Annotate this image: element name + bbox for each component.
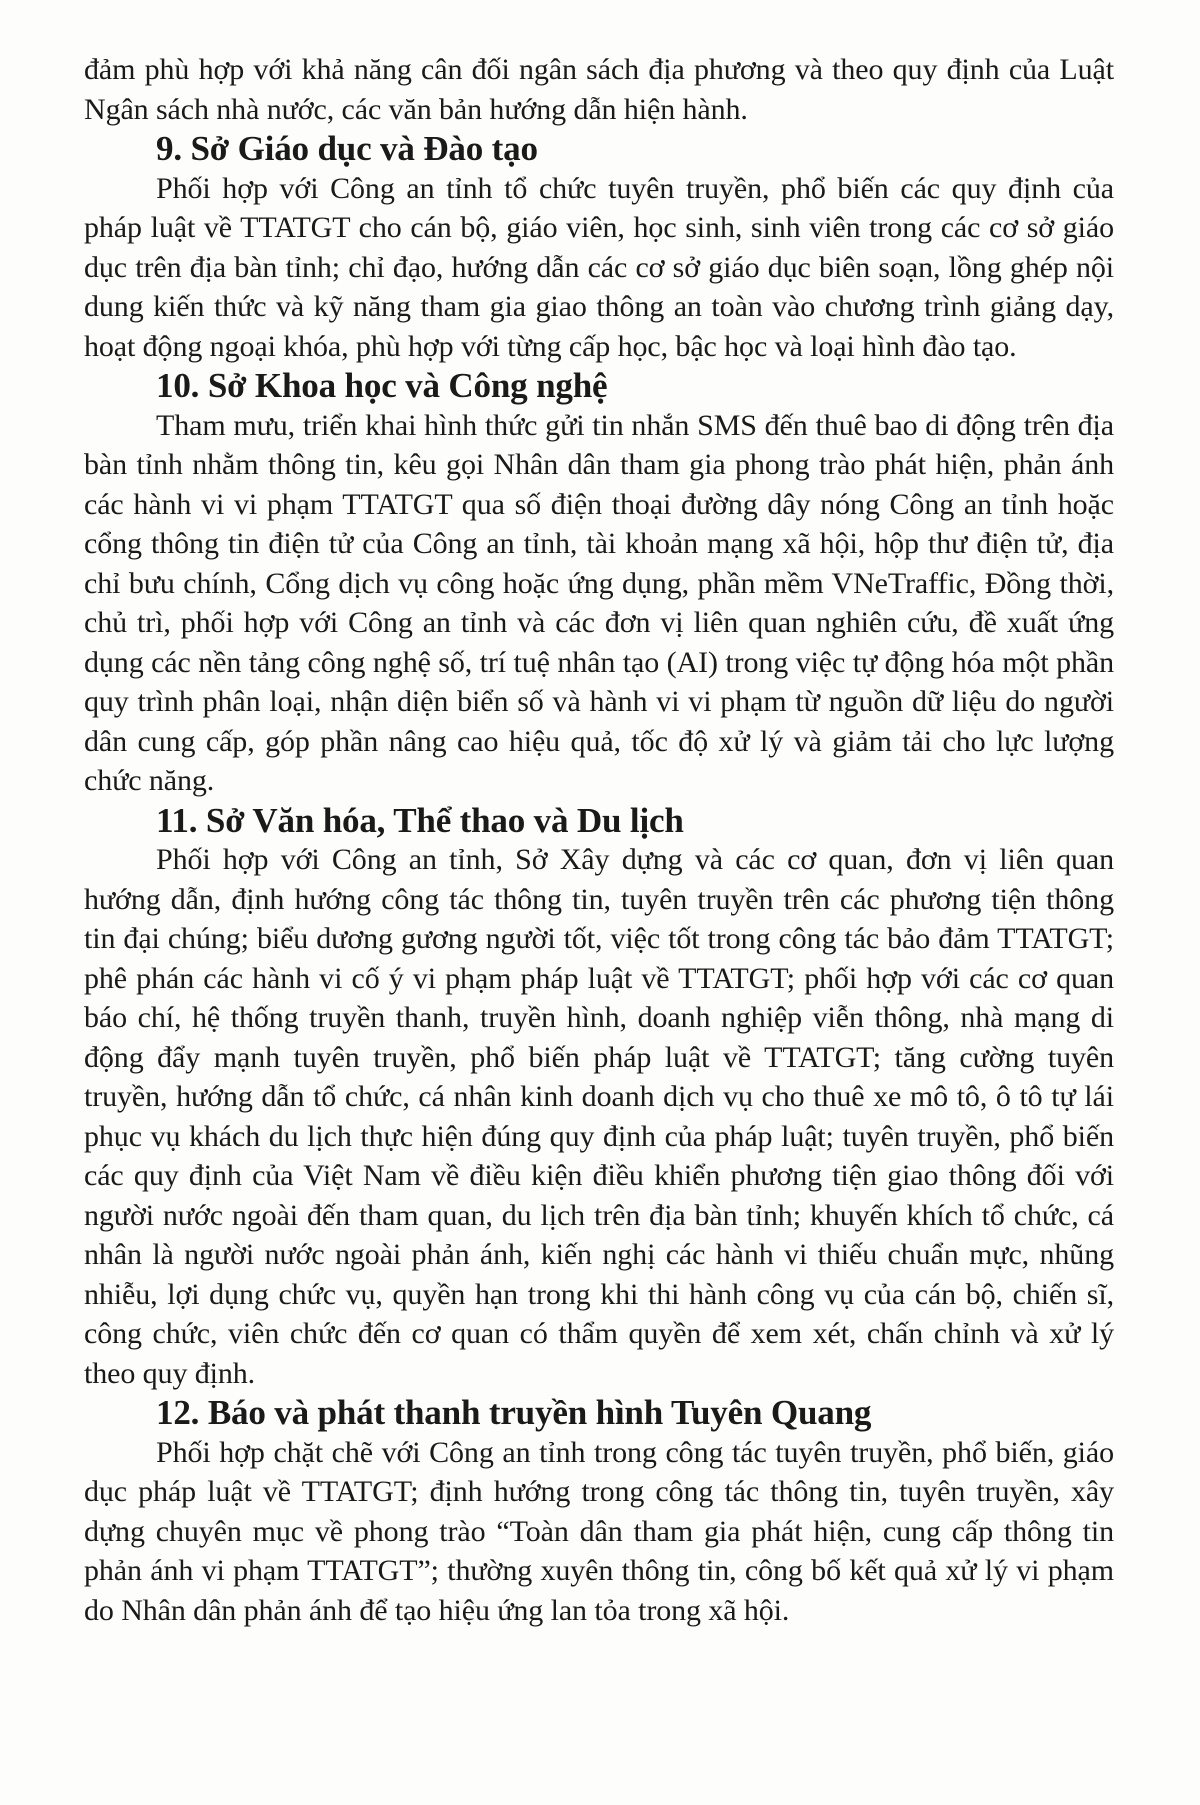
section-heading-9: 9. Sở Giáo dục và Đào tạo (156, 129, 538, 168)
section-body-9: Phối hợp với Công an tỉnh tổ chức tuyên truyền, phổ biến các quy định của pháp luật về TTATGT cho cán bộ, giáo viên, học sinh, sinh viên trong các cơ sở giáo dục trên địa bàn tỉnh; chỉ đạo, hướng dẫn các cơ sở giáo dục biên soạn, lồng ghép nội dung kiến thức và kỹ năng tham gia giao thông an toàn vào chương trình giảng dạy, hoạt động ngoại khóa, phù hợp với từng cấp học, bậc học và loại hình đào tạo. (84, 171, 1114, 363)
section-heading-10: 10. Sở Khoa học và Công nghệ (156, 366, 608, 405)
section-body-11: Phối hợp với Công an tỉnh, Sở Xây dựng và các cơ quan, đơn vị liên quan hướng dẫn, định hướng công tác thông tin, tuyên truyền trên các phương tiện thông tin đại chúng; biểu dương gương người tốt, việc tốt trong công tác bảo đảm TTATGT; phê phán các hành vi cố ý vi phạm pháp luật về TTATGT; phối hợp với các cơ quan báo chí, hệ thống truyền thanh, truyền hình, doanh nghiệp viễn thông, nhà mạng di động đẩy mạnh tuyên truyền, phổ biến pháp luật về TTATGT; tăng cường tuyên truyền, hướng dẫn tổ chức, cá nhân kinh doanh dịch vụ cho thuê xe mô tô, ô tô tự lái phục vụ khách du lịch thực hiện đúng quy định của pháp luật; tuyên truyền, phổ biến các quy định của Việt Nam về điều kiện điều khiển phương tiện giao thông đối với người nước ngoài đến tham quan, du lịch trên địa bàn tỉnh; khuyến khích tổ chức, cá nhân là người nước ngoài phản ánh, kiến nghị các hành vi thiếu chuẩn mực, nhũng nhiễu, lợi dụng chức vụ, quyền hạn trong khi thi hành công vụ của cán bộ, chiến sĩ, công chức, viên chức đến cơ quan có thẩm quyền để xem xét, chấn chỉnh và xử lý theo quy định. (84, 843, 1114, 1390)
section-heading-11: 11. Sở Văn hóa, Thể thao và Du lịch (156, 800, 684, 840)
section-body-10: Tham mưu, triển khai hình thức gửi tin nhắn SMS đến thuê bao di động trên địa bàn tỉnh nhằm thông tin, kêu gọi Nhân dân tham gia phong trào phát hiện, phản ánh các hành vi vi phạm TTATGT qua số điện thoại đường dây nóng Công an tỉnh hoặc cổng thông tin điện tử của Công an tỉnh, tài khoản mạng xã hội, hộp thư điện tử, địa chỉ bưu chính, Cổng dịch vụ công hoặc ứng dụng, phần mềm VNeTraffic, Đồng thời, chủ trì, phối hợp với Công an tỉnh và các đơn vị liên quan nghiên cứu, đề xuất ứng dụng các nền tảng công nghệ số, trí tuệ nhân tạo (AI) trong việc tự động hóa một phần quy trình phân loại, nhận diện biển số và hành vi vi phạm từ nguồn dữ liệu do người dân cung cấp, góp phần nâng cao hiệu quả, tốc độ xử lý và giảm tải cho lực lượng chức năng. (84, 408, 1114, 797)
section-body-12: Phối hợp chặt chẽ với Công an tỉnh trong công tác tuyên truyền, phổ biến, giáo dục pháp luật về TTATGT; định hướng trong công tác thông tin, tuyên truyền, xây dựng chuyên mục về phong trào “Toàn dân tham gia phát hiện, cung cấp thông tin phản ánh vi phạm TTATGT”; thường xuyên thông tin, công bố kết quả xử lý vi phạm do Nhân dân phản ánh để tạo hiệu ứng lan tỏa trong xã hội. (84, 1435, 1114, 1627)
section-heading-12: 12. Báo và phát thanh truyền hình Tuyên Quang (156, 1393, 872, 1432)
intro-paragraph: đảm phù hợp với khả năng cân đối ngân sách địa phương và theo quy định của Luật Ngân sách nhà nước, các văn bản hướng dẫn hiện hành. (84, 53, 1114, 126)
